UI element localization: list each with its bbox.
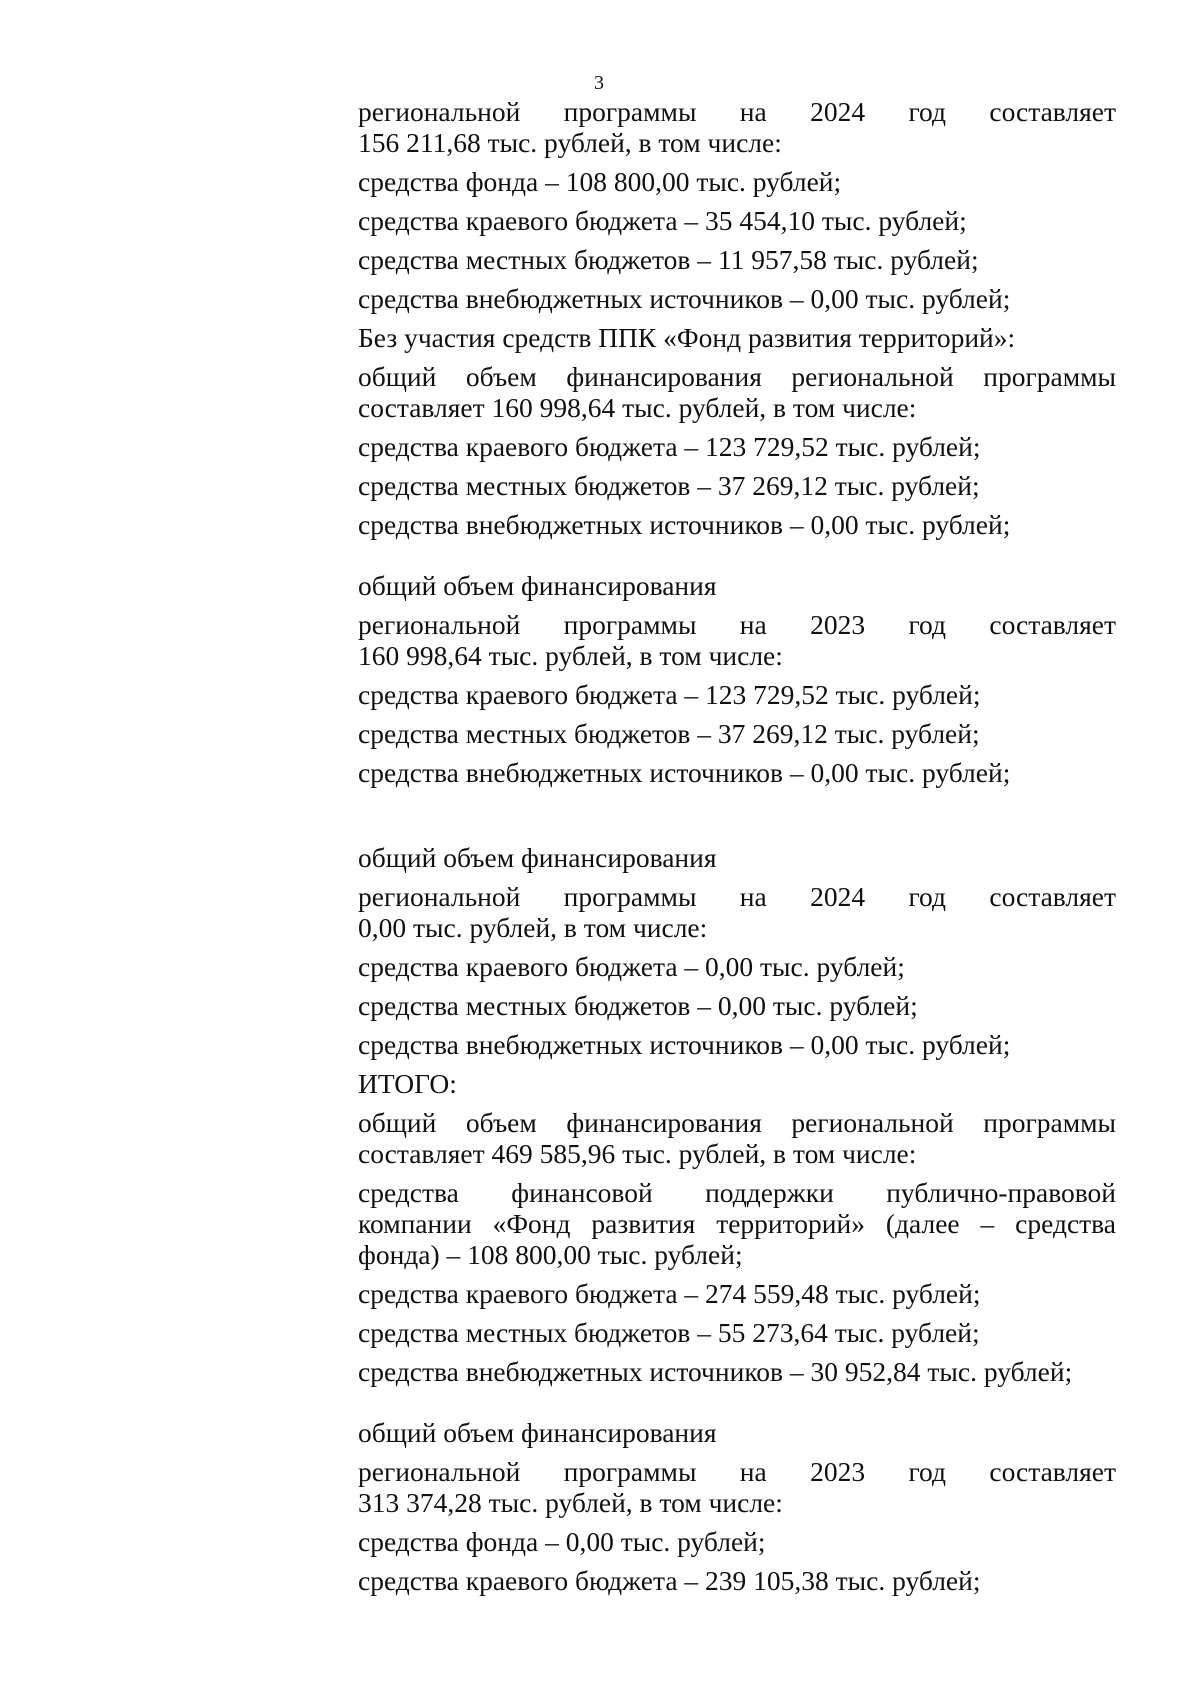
text-line: фонда) – 108 800,00 тыс. рублей; — [358, 1239, 743, 1270]
text-line: Без участия средств ППК «Фонд развития территорий»: — [358, 322, 1016, 353]
document-body — [358, 96, 1116, 1596]
text-line: составляет 160 998,64 тыс. рублей, в том числе: — [358, 392, 917, 423]
text-line: 156 211,68 тыс. рублей, в том числе: — [358, 127, 782, 158]
text-line: региональной программы на 2024 год составляет — [358, 96, 1116, 127]
text-line: региональной программы на 2023 год составляет — [358, 1456, 1116, 1487]
text-line: средства краевого бюджета – 123 729,52 тыс. рублей; — [358, 679, 981, 710]
text-line: региональной программы на 2023 год составляет — [358, 609, 1116, 640]
text-line: средства фонда – 0,00 тыс. рублей; — [358, 1526, 766, 1557]
text-line: средства фонда – 108 800,00 тыс. рублей; — [358, 166, 842, 197]
text-line: средства внебюджетных источников – 0,00 тыс. рублей; — [358, 509, 1011, 540]
section-heading: общий объем финансирования — [358, 1417, 717, 1448]
text-line: средства краевого бюджета – 123 729,52 тыс. рублей; — [358, 431, 981, 462]
text-line: средства местных бюджетов – 37 269,12 тыс. рублей; — [358, 718, 980, 749]
text-line: средства местных бюджетов – 0,00 тыс. рублей; — [358, 990, 918, 1021]
text-line: средства краевого бюджета – 0,00 тыс. рублей; — [358, 951, 905, 982]
text-line: средства внебюджетных источников – 0,00 тыс. рублей; — [358, 283, 1011, 314]
text-line: составляет 469 585,96 тыс. рублей, в том числе: — [358, 1138, 917, 1169]
text-line: общий объем финансирования региональной программы — [358, 361, 1116, 392]
text-line: средства внебюджетных источников – 0,00 тыс. рублей; — [358, 1029, 1011, 1060]
text-line: 313 374,28 тыс. рублей, в том числе: — [358, 1487, 783, 1518]
text-line: 0,00 тыс. рублей, в том числе: — [358, 912, 708, 943]
text-line: средства местных бюджетов – 55 273,64 тыс. рублей; — [358, 1317, 980, 1348]
text-line: 160 998,64 тыс. рублей, в том числе: — [358, 640, 783, 671]
text-line: средства краевого бюджета – 35 454,10 тыс. рублей; — [358, 205, 967, 236]
text-line: компании «Фонд развития территорий» (далее – средства — [358, 1208, 1116, 1239]
text-line: средства местных бюджетов – 11 957,58 тыс. рублей; — [358, 244, 979, 275]
text-line: средства внебюджетных источников – 0,00 тыс. рублей; — [358, 757, 1011, 788]
text-line: средства финансовой поддержки публично-правовой — [358, 1177, 1116, 1208]
section-heading: общий объем финансирования — [358, 570, 717, 601]
text-line: средства краевого бюджета – 239 105,38 тыс. рублей; — [358, 1565, 981, 1596]
page-number: 3 — [594, 72, 604, 94]
total-heading: ИТОГО: — [358, 1068, 457, 1099]
text-line: общий объем финансирования региональной программы — [358, 1107, 1116, 1138]
text-line: средства краевого бюджета – 274 559,48 тыс. рублей; — [358, 1278, 981, 1309]
text-line: средства местных бюджетов – 37 269,12 тыс. рублей; — [358, 470, 980, 501]
text-line: региональной программы на 2024 год составляет — [358, 881, 1116, 912]
text-line: средства внебюджетных источников – 30 952,84 тыс. рублей; — [358, 1356, 1073, 1387]
section-heading: общий объем финансирования — [358, 842, 717, 873]
